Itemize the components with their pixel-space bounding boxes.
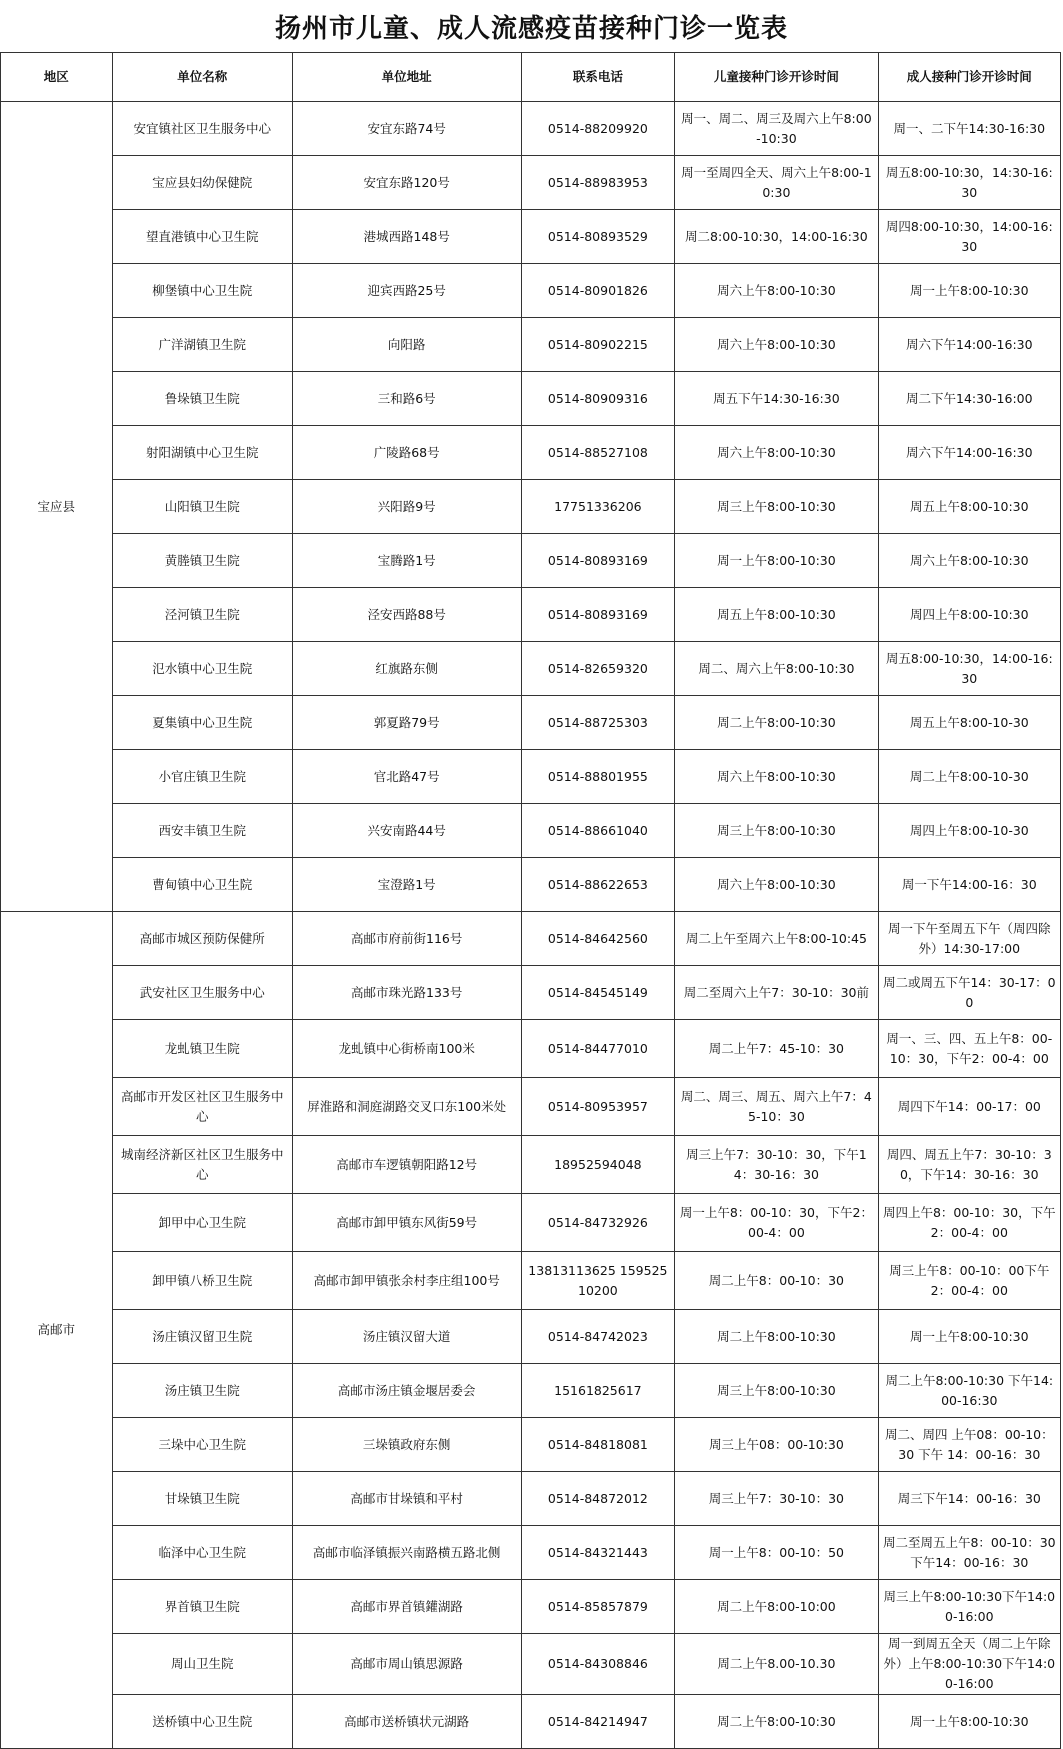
adult-hours-cell: 周五上午8:00-10:30 <box>878 480 1060 534</box>
adult-hours-cell: 周一上午8:00-10:30 <box>878 1310 1060 1364</box>
unit-name-cell: 卸甲镇八桥卫生院 <box>112 1252 292 1310</box>
table-row <box>1 1252 1061 1310</box>
child-hours-cell: 周二上午7：45-10：30 <box>675 1020 878 1078</box>
child-hours-cell: 周三上午8:00-10:30 <box>675 1364 878 1418</box>
child-hours-cell: 周二8:00-10:30，14:00-16:30 <box>675 210 878 264</box>
table-row <box>1 426 1061 480</box>
adult-hours-cell: 周二上午8:00-10:30 下午14:00-16:30 <box>878 1364 1060 1418</box>
address-cell: 高邮市卸甲镇东风街59号 <box>292 1194 521 1252</box>
phone-cell: 0514-88527108 <box>521 426 675 480</box>
address-cell: 宝澄路1号 <box>292 858 521 912</box>
child-hours-cell: 周三上午08：00-10:30 <box>675 1418 878 1472</box>
unit-name-cell: 汤庄镇汉留卫生院 <box>112 1310 292 1364</box>
child-hours-cell: 周二上午8:00-10:30 <box>675 696 878 750</box>
address-cell: 屏淮路和洞庭湖路交叉口东100米处 <box>292 1078 521 1136</box>
adult-hours-cell: 周四上午8：00-10：30，下午2：00-4：00 <box>878 1194 1060 1252</box>
table-row <box>1 588 1061 642</box>
address-cell: 宝腾路1号 <box>292 534 521 588</box>
table-row <box>1 1020 1061 1078</box>
address-cell: 安宜东路120号 <box>292 156 521 210</box>
phone-cell: 0514-80902215 <box>521 318 675 372</box>
table-row <box>1 696 1061 750</box>
address-cell: 迎宾西路25号 <box>292 264 521 318</box>
unit-name-cell: 鲁垛镇卫生院 <box>112 372 292 426</box>
adult-hours-cell: 周六下午14:00-16:30 <box>878 318 1060 372</box>
child-hours-cell: 周二、周六上午8:00-10:30 <box>675 642 878 696</box>
address-cell: 高邮市珠光路133号 <box>292 966 521 1020</box>
unit-name-cell: 氾水镇中心卫生院 <box>112 642 292 696</box>
child-hours-cell: 周一上午8:00-10:30 <box>675 534 878 588</box>
phone-cell: 0514-88622653 <box>521 858 675 912</box>
adult-hours-cell: 周五上午8:00-10-30 <box>878 696 1060 750</box>
unit-name-cell: 夏集镇中心卫生院 <box>112 696 292 750</box>
phone-cell: 18952594048 <box>521 1136 675 1194</box>
phone-cell: 0514-84321443 <box>521 1526 675 1580</box>
phone-cell: 0514-88661040 <box>521 804 675 858</box>
phone-cell: 0514-84214947 <box>521 1695 675 1749</box>
unit-name-cell: 龙虬镇卫生院 <box>112 1020 292 1078</box>
table-row <box>1 1136 1061 1194</box>
adult-hours-cell: 周三上午8：00-10：00下午2：00-4：00 <box>878 1252 1060 1310</box>
address-cell: 高邮市临泽镇振兴南路横五路北侧 <box>292 1526 521 1580</box>
child-hours-cell: 周一至周四全天、周六上午8:00-10:30 <box>675 156 878 210</box>
table-row <box>1 966 1061 1020</box>
table-row <box>1 804 1061 858</box>
child-hours-cell: 周六上午8:00-10:30 <box>675 426 878 480</box>
unit-name-cell: 望直港镇中心卫生院 <box>112 210 292 264</box>
adult-hours-cell: 周一上午8:00-10:30 <box>878 1695 1060 1749</box>
adult-hours-cell: 周一、三、四、五上午8：00-10：30，下午2：00-4：00 <box>878 1020 1060 1078</box>
phone-cell: 0514-88801955 <box>521 750 675 804</box>
child-hours-cell: 周二、周三、周五、周六上午7：45-10：30 <box>675 1078 878 1136</box>
child-hours-cell: 周六上午8:00-10:30 <box>675 264 878 318</box>
phone-cell: 0514-85857879 <box>521 1580 675 1634</box>
child-hours-cell: 周三上午8:00-10:30 <box>675 804 878 858</box>
unit-name-cell: 甘垛镇卫生院 <box>112 1472 292 1526</box>
unit-name-cell: 卸甲中心卫生院 <box>112 1194 292 1252</box>
phone-cell: 0514-80893529 <box>521 210 675 264</box>
phone-cell: 0514-84308846 <box>521 1634 675 1695</box>
table-row <box>1 210 1061 264</box>
table-row <box>1 318 1061 372</box>
phone-cell: 0514-82659320 <box>521 642 675 696</box>
address-cell: 泾安西路88号 <box>292 588 521 642</box>
adult-hours-cell: 周三上午8:00-10:30下午14:00-16:00 <box>878 1580 1060 1634</box>
table-row <box>1 642 1061 696</box>
phone-cell: 15161825617 <box>521 1364 675 1418</box>
table-row <box>1 1580 1061 1634</box>
adult-hours-cell: 周一到周五全天（周二上午除外）上午8:00-10:30下午14:00-16:00 <box>878 1634 1060 1695</box>
adult-hours-cell: 周二至周五上午8：00-10：30下午14：00-16：30 <box>878 1526 1060 1580</box>
address-cell: 广陵路68号 <box>292 426 521 480</box>
child-hours-cell: 周一上午8：00-10：30，下午2：00-4：00 <box>675 1194 878 1252</box>
adult-hours-cell: 周一下午至周五下午（周四除外）14:30-17:00 <box>878 912 1060 966</box>
child-hours-cell: 周二至周六上午7：30-10：30前 <box>675 966 878 1020</box>
address-cell: 高邮市周山镇思源路 <box>292 1634 521 1695</box>
adult-hours-cell: 周五8:00-10:30，14:00-16:30 <box>878 642 1060 696</box>
unit-name-cell: 安宜镇社区卫生服务中心 <box>112 102 292 156</box>
address-cell: 郭夏路79号 <box>292 696 521 750</box>
table-row <box>1 1364 1061 1418</box>
unit-name-cell: 界首镇卫生院 <box>112 1580 292 1634</box>
child-hours-cell: 周六上午8:00-10:30 <box>675 318 878 372</box>
adult-hours-cell: 周一下午14:00-16：30 <box>878 858 1060 912</box>
child-hours-cell: 周六上午8:00-10:30 <box>675 750 878 804</box>
phone-cell: 0514-88209920 <box>521 102 675 156</box>
unit-name-cell: 射阳湖镇中心卫生院 <box>112 426 292 480</box>
unit-name-cell: 小官庄镇卫生院 <box>112 750 292 804</box>
table-row <box>1 858 1061 912</box>
adult-hours-cell: 周二、周四 上午08：00-10：30 下午 14：00-16：30 <box>878 1418 1060 1472</box>
adult-hours-cell: 周四下午14：00-17：00 <box>878 1078 1060 1136</box>
phone-cell: 0514-84477010 <box>521 1020 675 1078</box>
table-row <box>1 1194 1061 1252</box>
address-cell: 高邮市汤庄镇金堰居委会 <box>292 1364 521 1418</box>
address-cell: 兴安南路44号 <box>292 804 521 858</box>
table-row <box>1 156 1061 210</box>
address-cell: 高邮市界首镇鑵湖路 <box>292 1580 521 1634</box>
phone-cell: 0514-84872012 <box>521 1472 675 1526</box>
unit-name-cell: 泾河镇卫生院 <box>112 588 292 642</box>
child-hours-cell: 周五下午14:30-16:30 <box>675 372 878 426</box>
unit-name-cell: 广洋湖镇卫生院 <box>112 318 292 372</box>
adult-hours-cell: 周一、二下午14:30-16:30 <box>878 102 1060 156</box>
adult-hours-cell: 周二或周五下午14：30-17：00 <box>878 966 1060 1020</box>
adult-hours-cell: 周六下午14:00-16:30 <box>878 426 1060 480</box>
unit-name-cell: 山阳镇卫生院 <box>112 480 292 534</box>
address-cell: 高邮市府前街116号 <box>292 912 521 966</box>
region-cell: 宝应县 <box>1 102 113 912</box>
region-cell: 高邮市 <box>1 912 113 1749</box>
phone-cell: 0514-88983953 <box>521 156 675 210</box>
unit-name-cell: 临泽中心卫生院 <box>112 1526 292 1580</box>
adult-hours-cell: 周四上午8:00-10:30 <box>878 588 1060 642</box>
child-hours-cell: 周二上午8:00-10:00 <box>675 1580 878 1634</box>
address-cell: 高邮市卸甲镇张余村李庄组100号 <box>292 1252 521 1310</box>
child-hours-cell: 周二上午8:00-10:30 <box>675 1310 878 1364</box>
header-cell-adult-hours: 成人接种门诊开诊时间 <box>878 53 1060 102</box>
child-hours-cell: 周二上午8.00-10.30 <box>675 1634 878 1695</box>
unit-name-cell: 三垛中心卫生院 <box>112 1418 292 1472</box>
unit-name-cell: 西安丰镇卫生院 <box>112 804 292 858</box>
page-title: 扬州市儿童、成人流感疫苗接种门诊一览表 <box>274 13 788 44</box>
table-row <box>1 1634 1061 1695</box>
adult-hours-cell: 周六上午8:00-10:30 <box>878 534 1060 588</box>
child-hours-cell: 周二上午至周六上午8:00-10:45 <box>675 912 878 966</box>
address-cell: 汤庄镇汉留大道 <box>292 1310 521 1364</box>
phone-cell: 0514-84545149 <box>521 966 675 1020</box>
child-hours-cell: 周六上午8:00-10:30 <box>675 858 878 912</box>
phone-cell: 0514-80893169 <box>521 588 675 642</box>
child-hours-cell: 周二上午8:00-10:30 <box>675 1695 878 1749</box>
phone-cell: 0514-80901826 <box>521 264 675 318</box>
unit-name-cell: 送桥镇中心卫生院 <box>112 1695 292 1749</box>
address-cell: 三垛镇政府东侧 <box>292 1418 521 1472</box>
phone-cell: 0514-84818081 <box>521 1418 675 1472</box>
adult-hours-cell: 周四8:00-10:30，14:00-16:30 <box>878 210 1060 264</box>
phone-cell: 0514-80893169 <box>521 534 675 588</box>
adult-hours-cell: 周二上午8:00-10-30 <box>878 750 1060 804</box>
unit-name-cell: 高邮市开发区社区卫生服务中心 <box>112 1078 292 1136</box>
child-hours-cell: 周三上午8:00-10:30 <box>675 480 878 534</box>
header-cell-phone: 联系电话 <box>521 53 675 102</box>
child-hours-cell: 周三上午7：30-10：30 <box>675 1472 878 1526</box>
table-row <box>1 534 1061 588</box>
table-row <box>1 1695 1061 1749</box>
address-cell: 红旗路东侧 <box>292 642 521 696</box>
adult-hours-cell: 周二下午14:30-16:00 <box>878 372 1060 426</box>
header-cell-unit: 单位名称 <box>112 53 292 102</box>
unit-name-cell: 武安社区卫生服务中心 <box>112 966 292 1020</box>
unit-name-cell: 曹甸镇中心卫生院 <box>112 858 292 912</box>
address-cell: 高邮市送桥镇状元湖路 <box>292 1695 521 1749</box>
table-row <box>1 1418 1061 1472</box>
address-cell: 向阳路 <box>292 318 521 372</box>
header-cell-region: 地区 <box>1 53 113 102</box>
address-cell: 三和路6号 <box>292 372 521 426</box>
child-hours-cell: 周一上午8：00-10：50 <box>675 1526 878 1580</box>
child-hours-cell: 周一、周二、周三及周六上午8:00-10:30 <box>675 102 878 156</box>
address-cell: 高邮市甘垛镇和平村 <box>292 1472 521 1526</box>
address-cell: 港城西路148号 <box>292 210 521 264</box>
child-hours-cell: 周二上午8：00-10：30 <box>675 1252 878 1310</box>
table-row <box>1 264 1061 318</box>
table-row <box>1 1526 1061 1580</box>
clinic-table <box>0 52 1061 1749</box>
adult-hours-cell: 周五8:00-10:30，14:30-16:30 <box>878 156 1060 210</box>
header-cell-child-hours: 儿童接种门诊开诊时间 <box>675 53 878 102</box>
adult-hours-cell: 周三下午14：00-16：30 <box>878 1472 1060 1526</box>
unit-name-cell: 汤庄镇卫生院 <box>112 1364 292 1418</box>
table-row <box>1 372 1061 426</box>
address-cell: 兴阳路9号 <box>292 480 521 534</box>
unit-name-cell: 周山卫生院 <box>112 1634 292 1695</box>
table-row <box>1 1078 1061 1136</box>
child-hours-cell: 周三上午7：30-10：30，下午14：30-16：30 <box>675 1136 878 1194</box>
phone-cell: 0514-88725303 <box>521 696 675 750</box>
table-row <box>1 1310 1061 1364</box>
adult-hours-cell: 周四、周五上午7：30-10：30，下午14：30-16：30 <box>878 1136 1060 1194</box>
table-body <box>1 102 1061 1749</box>
unit-name-cell: 柳堡镇中心卫生院 <box>112 264 292 318</box>
table-row <box>1 480 1061 534</box>
unit-name-cell: 高邮市城区预防保健所 <box>112 912 292 966</box>
table-row <box>1 1472 1061 1526</box>
adult-hours-cell: 周一上午8:00-10:30 <box>878 264 1060 318</box>
unit-name-cell: 宝应县妇幼保健院 <box>112 156 292 210</box>
phone-cell: 0514-84732926 <box>521 1194 675 1252</box>
unit-name-cell: 城南经济新区社区卫生服务中心 <box>112 1136 292 1194</box>
table-row <box>1 750 1061 804</box>
phone-cell: 0514-80909316 <box>521 372 675 426</box>
table-row <box>1 102 1061 156</box>
address-cell: 高邮市车逻镇朝阳路12号 <box>292 1136 521 1194</box>
header-row <box>1 53 1061 102</box>
adult-hours-cell: 周四上午8:00-10-30 <box>878 804 1060 858</box>
phone-cell: 13813113625 15952510200 <box>521 1252 675 1310</box>
unit-name-cell: 黄塍镇卫生院 <box>112 534 292 588</box>
phone-cell: 17751336206 <box>521 480 675 534</box>
address-cell: 官北路47号 <box>292 750 521 804</box>
phone-cell: 0514-80953957 <box>521 1078 675 1136</box>
child-hours-cell: 周五上午8:00-10:30 <box>675 588 878 642</box>
phone-cell: 0514-84742023 <box>521 1310 675 1364</box>
address-cell: 龙虬镇中心街桥南100米 <box>292 1020 521 1078</box>
header-cell-address: 单位地址 <box>292 53 521 102</box>
address-cell: 安宜东路74号 <box>292 102 521 156</box>
phone-cell: 0514-84642560 <box>521 912 675 966</box>
table-row <box>1 912 1061 966</box>
